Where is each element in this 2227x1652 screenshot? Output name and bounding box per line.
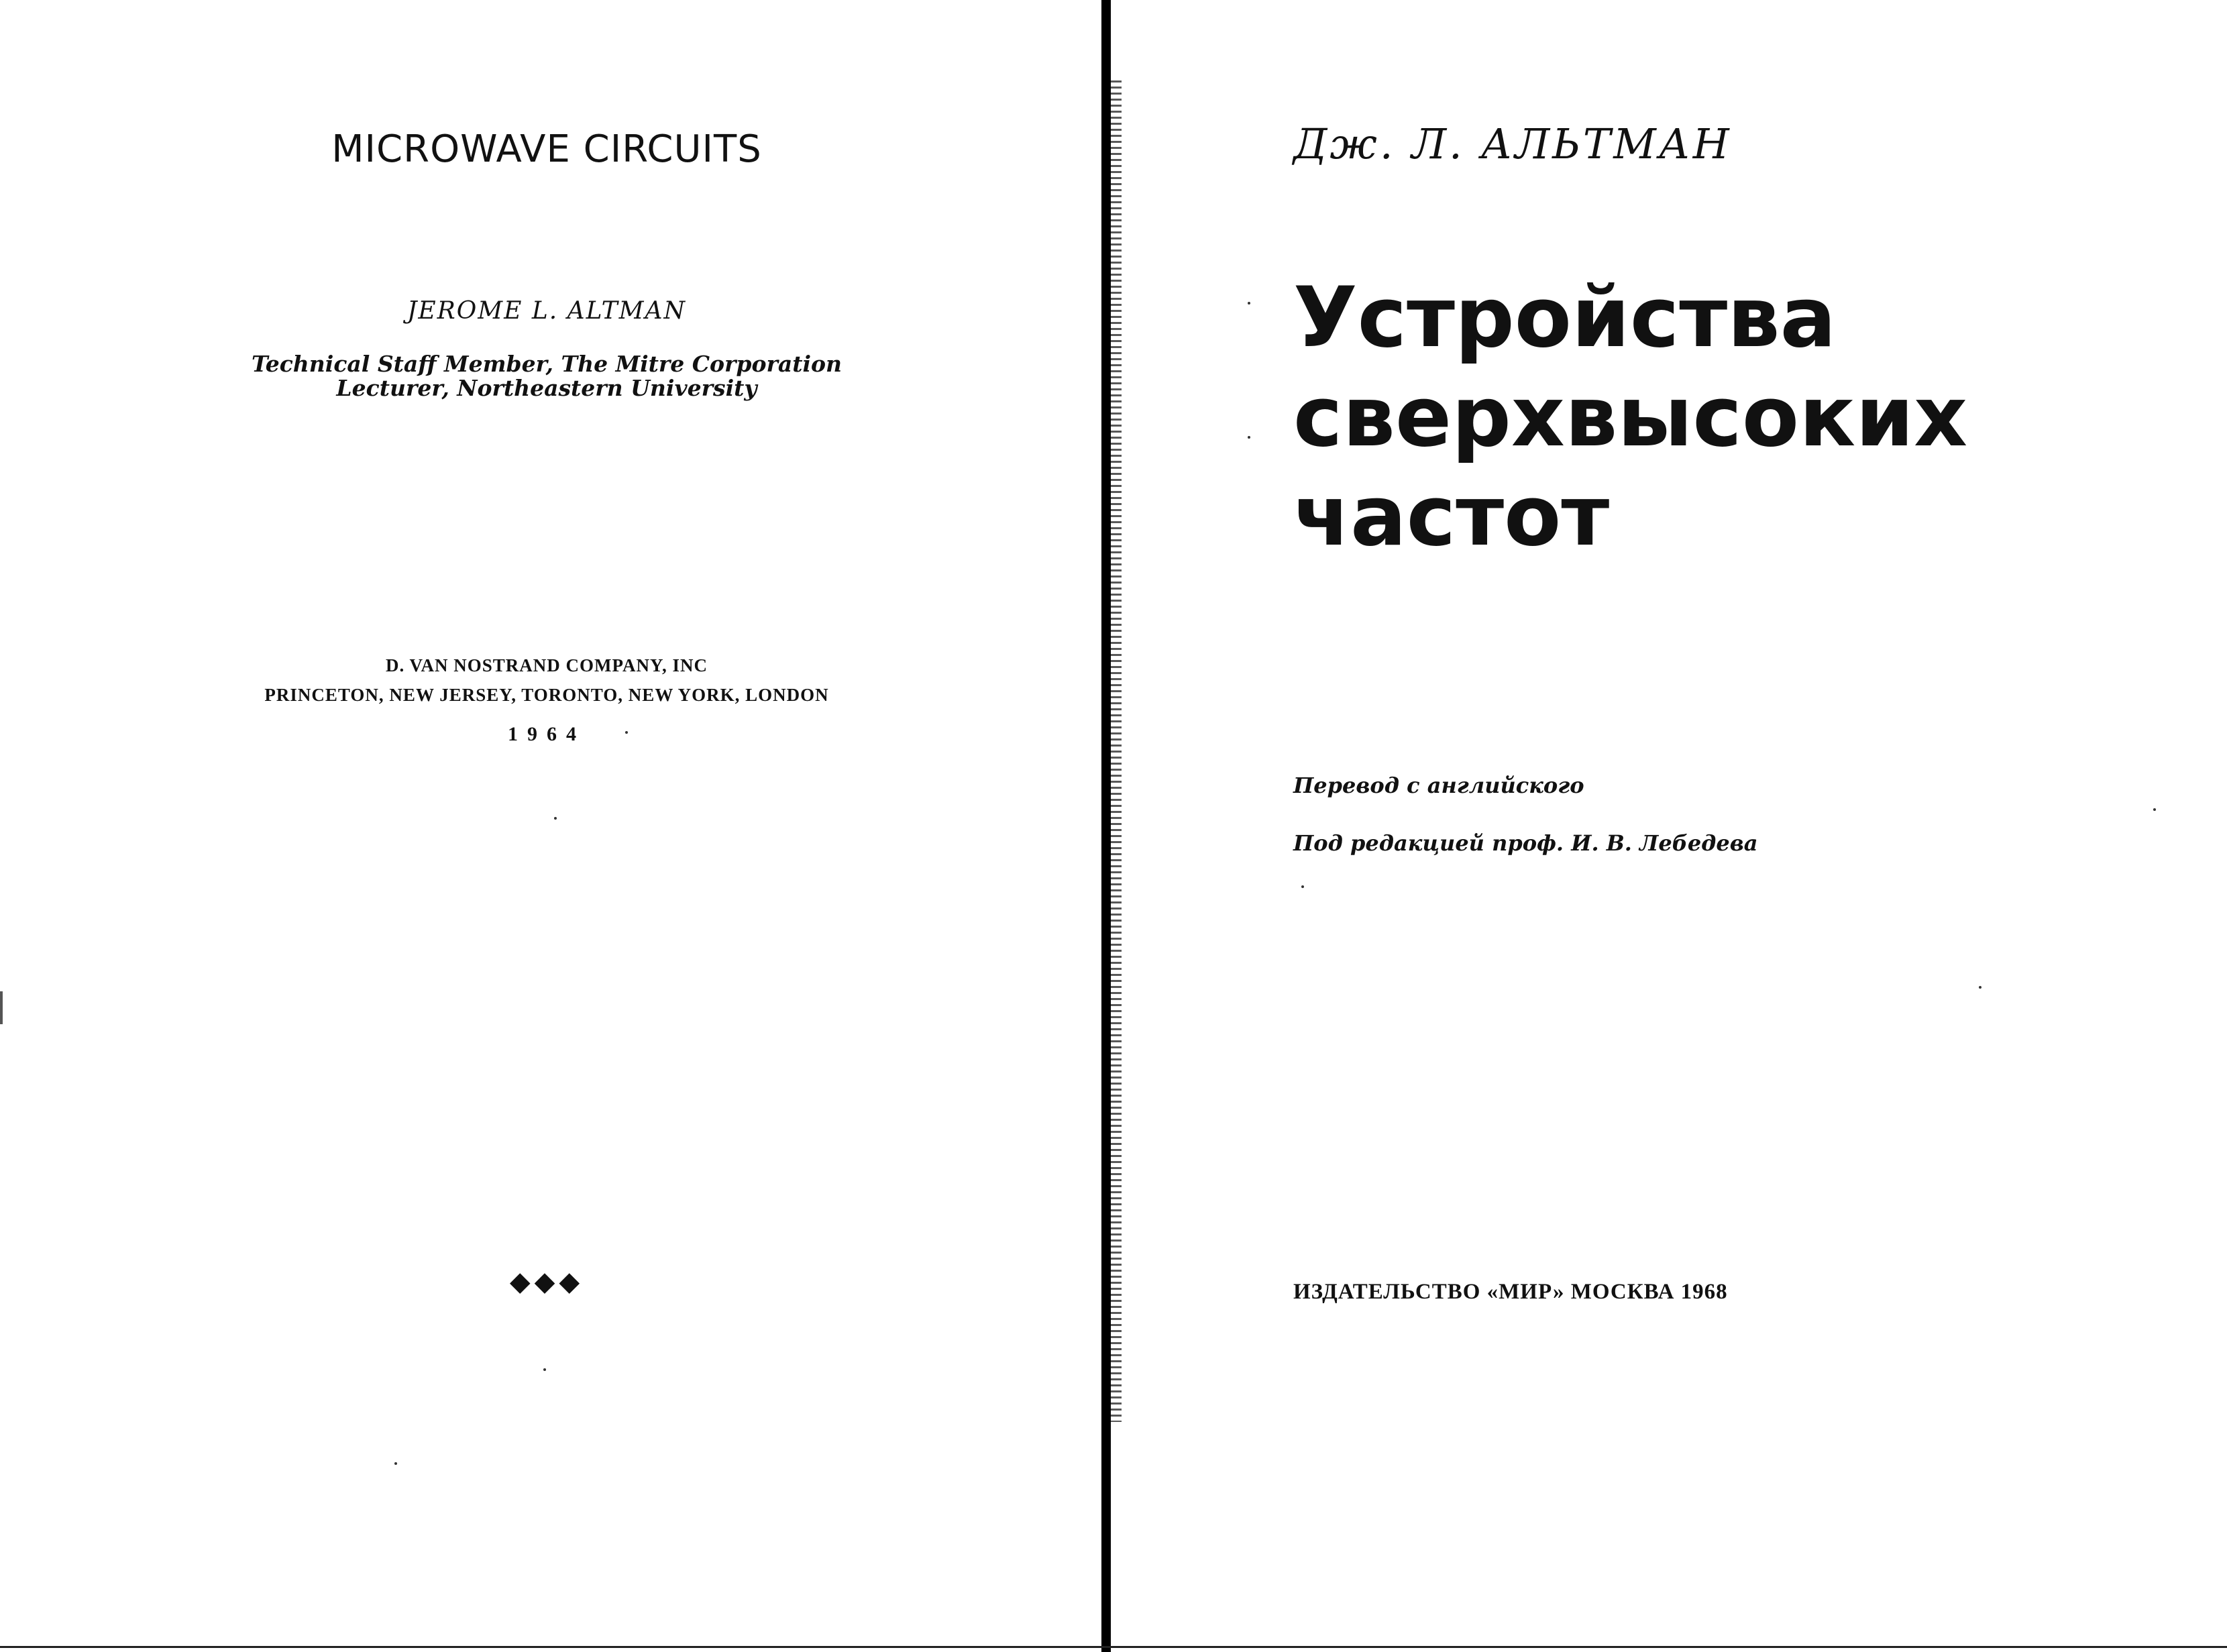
publisher-cities: PRINCETON, NEW JERSEY, TORONTO, NEW YORK, LONDON: [264, 685, 829, 705]
title-line-1: Устройства: [1293, 270, 1837, 366]
scan-speck: [554, 817, 557, 820]
diamond-ornament-icon: ◆◆◆: [509, 1266, 584, 1297]
publication-year: 1964: [508, 723, 586, 745]
author-affiliation: [0, 352, 1093, 400]
title-line-3: частот: [1293, 468, 1610, 565]
book-binding-gutter: [1095, 0, 1134, 1652]
english-publisher-block: [0, 651, 1093, 710]
affiliation-line-1: Technical Staff Member, The Mitre Corporation: [251, 351, 843, 377]
english-author-name: JEROME L. ALTMAN: [406, 297, 687, 325]
translation-note: Перевод с английского: [1293, 773, 1584, 798]
scan-speck: [543, 1368, 546, 1371]
publisher-name: D. VAN NOSTRAND COMPANY, INC: [385, 655, 708, 675]
affiliation-line-2: Lecturer, Northeastern University: [336, 375, 757, 401]
english-book-title: MICROWAVE CIRCUITS: [331, 127, 762, 171]
title-line-2: сверхвысоких: [1293, 369, 1968, 465]
editor-note: Под редакцией проф. И. В. Лебедева: [1293, 830, 1758, 856]
scan-speck: [625, 731, 628, 734]
scan-speck: [1979, 986, 1981, 989]
gutter-fringe: [1111, 80, 1122, 1422]
scan-speck: [1248, 302, 1250, 305]
scan-speck: [1301, 885, 1304, 888]
russian-imprint: ИЗДАТЕЛЬСТВО «МИР» МОСКВА 1968: [1293, 1280, 1728, 1304]
page-bottom-edge: [0, 1646, 2227, 1648]
gutter-shadow: [1101, 0, 1111, 1652]
russian-author-name: Дж. Л. АЛЬТМАН: [1293, 119, 1732, 168]
russian-book-title: [1293, 268, 1967, 566]
scan-speck: [394, 1462, 397, 1465]
scan-speck: [1248, 436, 1250, 439]
scan-speck: [2153, 808, 2156, 811]
russian-title-page: [1134, 0, 2227, 1652]
english-title-page: [0, 0, 1093, 1652]
